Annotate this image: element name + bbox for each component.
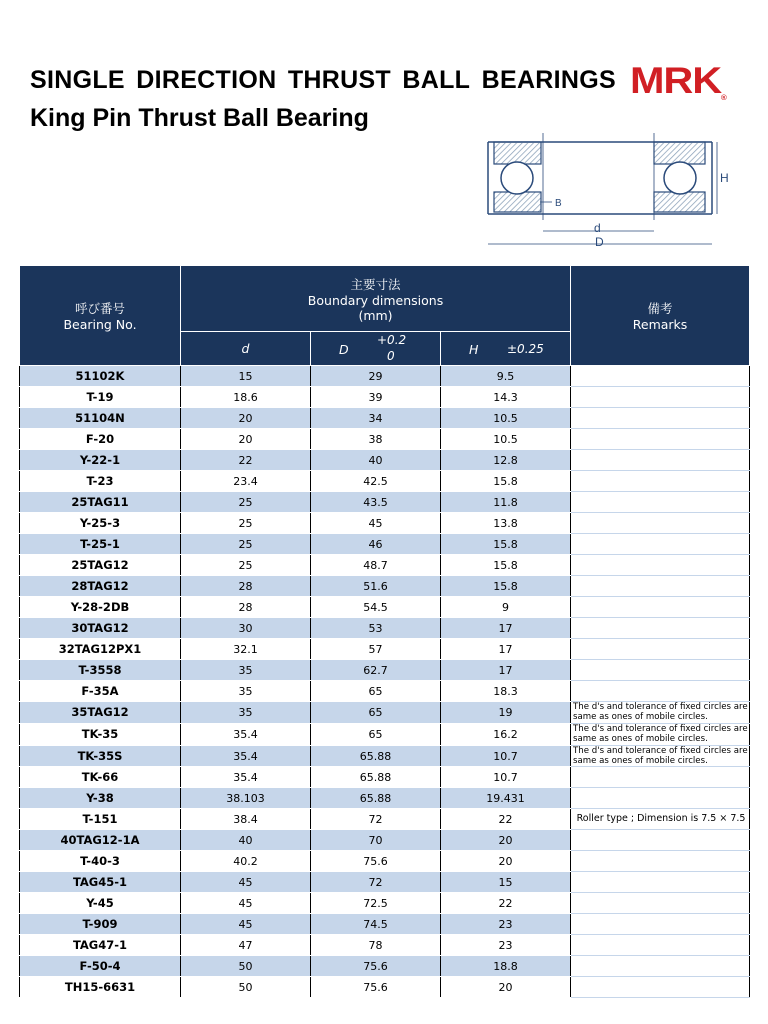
table-row <box>20 576 750 597</box>
bearing-no-cell: T-3558 <box>20 660 181 681</box>
col-D-tol-upper: +0.2 <box>377 333 407 347</box>
outer-d-cell: 48.7 <box>311 555 441 576</box>
remarks-cell <box>571 597 750 618</box>
d-cell: 35.4 <box>181 767 311 788</box>
d-cell: 45 <box>181 872 311 893</box>
bearing-no-cell: 25TAG11 <box>20 492 181 513</box>
h-cell: 20 <box>441 977 571 998</box>
remarks-cell <box>571 450 750 471</box>
table-row <box>20 767 750 788</box>
h-cell: 17 <box>441 618 571 639</box>
remarks-cell: The d's and tolerance of fixed circles are same as ones of mobile circles. <box>571 723 750 745</box>
remarks-cell <box>571 851 750 872</box>
table-row <box>20 809 750 830</box>
table-header <box>20 266 750 366</box>
d-cell: 35.4 <box>181 745 311 767</box>
bearing-no-cell: TH15-6631 <box>20 977 181 998</box>
remarks-cell <box>571 387 750 408</box>
bearing-no-cell: 25TAG12 <box>20 555 181 576</box>
table-row <box>20 745 750 767</box>
d-cell: 45 <box>181 914 311 935</box>
h-cell: 22 <box>441 893 571 914</box>
boundary-en: Boundary dimensions <box>307 292 444 308</box>
label-d-inner: d <box>594 221 601 235</box>
bearing-no-cell: T-151 <box>20 809 181 830</box>
d-cell: 35 <box>181 681 311 702</box>
table-body <box>20 366 750 998</box>
outer-d-cell: 78 <box>311 935 441 956</box>
outer-d-cell: 70 <box>311 830 441 851</box>
h-cell: 17 <box>441 660 571 681</box>
bearing-no-cell: T-25-1 <box>20 534 181 555</box>
h-cell: 10.7 <box>441 767 571 788</box>
h-cell: 10.7 <box>441 745 571 767</box>
remarks-header <box>571 266 750 366</box>
table-row <box>20 387 750 408</box>
d-cell: 18.6 <box>181 387 311 408</box>
outer-d-cell: 72.5 <box>311 893 441 914</box>
table-row <box>20 471 750 492</box>
remarks-cell <box>571 893 750 914</box>
remarks-cell <box>571 872 750 893</box>
bearing-no-cell: TK-66 <box>20 767 181 788</box>
remarks-cell <box>571 534 750 555</box>
label-d-outer: D <box>595 235 604 249</box>
d-cell: 25 <box>181 513 311 534</box>
d-cell: 28 <box>181 576 311 597</box>
registered-mark: ® <box>721 95 727 102</box>
bearing-no-cell: T-40-3 <box>20 851 181 872</box>
outer-d-cell: 62.7 <box>311 660 441 681</box>
table-row <box>20 534 750 555</box>
col-d-label: d <box>241 341 250 356</box>
table-row <box>20 956 750 977</box>
d-cell: 40 <box>181 830 311 851</box>
bearing-no-cell: 28TAG12 <box>20 576 181 597</box>
boundary-jp: 主要寸法 <box>350 276 401 292</box>
d-cell: 20 <box>181 408 311 429</box>
outer-d-cell: 54.5 <box>311 597 441 618</box>
outer-d-cell: 75.6 <box>311 956 441 977</box>
h-cell: 19.431 <box>441 788 571 809</box>
remarks-cell <box>571 366 750 387</box>
h-cell: 16.2 <box>441 723 571 745</box>
boundary-unit: (mm) <box>358 307 393 323</box>
title-word: DIRECTION <box>136 66 277 94</box>
d-cell: 30 <box>181 618 311 639</box>
remarks-cell <box>571 935 750 956</box>
remarks-cell <box>571 914 750 935</box>
outer-d-cell: 72 <box>311 872 441 893</box>
h-cell: 15.8 <box>441 576 571 597</box>
outer-d-cell: 45 <box>311 513 441 534</box>
d-cell: 38.103 <box>181 788 311 809</box>
outer-d-cell: 75.6 <box>311 851 441 872</box>
bearing-no-cell: F-20 <box>20 429 181 450</box>
d-cell: 47 <box>181 935 311 956</box>
remarks-cell <box>571 492 750 513</box>
d-cell: 32.1 <box>181 639 311 660</box>
outer-d-cell: 74.5 <box>311 914 441 935</box>
remarks-cell <box>571 618 750 639</box>
col-H-header <box>441 332 571 366</box>
remarks-cell <box>571 471 750 492</box>
h-cell: 18.8 <box>441 956 571 977</box>
table-row <box>20 366 750 387</box>
title-word: BEARINGS <box>481 66 616 94</box>
bearing-cross-section-diagram <box>480 128 740 254</box>
bearing-no-cell: Y-22-1 <box>20 450 181 471</box>
bearing-no-cell: 30TAG12 <box>20 618 181 639</box>
outer-d-cell: 72 <box>311 809 441 830</box>
h-cell: 23 <box>441 914 571 935</box>
bearing-no-cell: TAG45-1 <box>20 872 181 893</box>
title-word: BALL <box>402 66 471 94</box>
bearing-no-cell: Y-45 <box>20 893 181 914</box>
d-cell: 35 <box>181 702 311 724</box>
bearing-no-cell: 51102K <box>20 366 181 387</box>
d-cell: 35 <box>181 660 311 681</box>
bearing-no-cell: F-35A <box>20 681 181 702</box>
h-cell: 15.8 <box>441 555 571 576</box>
d-cell: 35.4 <box>181 723 311 745</box>
remarks-cell <box>571 639 750 660</box>
h-cell: 12.8 <box>441 450 571 471</box>
h-cell: 9 <box>441 597 571 618</box>
table-row <box>20 788 750 809</box>
col-D-tol-lower: 0 <box>387 349 395 363</box>
h-cell: 10.5 <box>441 408 571 429</box>
label-h: H <box>720 171 729 185</box>
outer-d-cell: 39 <box>311 387 441 408</box>
bearing-no-header <box>20 266 181 366</box>
remarks-en: Remarks <box>632 317 688 332</box>
outer-d-cell: 42.5 <box>311 471 441 492</box>
d-cell: 20 <box>181 429 311 450</box>
remarks-cell <box>571 429 750 450</box>
bearing-no-cell: Y-38 <box>20 788 181 809</box>
table-row <box>20 555 750 576</box>
outer-d-cell: 40 <box>311 450 441 471</box>
boundary-dimensions-header <box>181 266 571 332</box>
page-subtitle: King Pin Thrust Ball Bearing <box>30 104 369 132</box>
d-cell: 25 <box>181 555 311 576</box>
remarks-jp: 備考 <box>647 301 673 316</box>
table-row <box>20 618 750 639</box>
bearing-no-cell: TK-35 <box>20 723 181 745</box>
outer-d-cell: 65.88 <box>311 788 441 809</box>
h-cell: 17 <box>441 639 571 660</box>
logo-text: MRK <box>630 60 722 101</box>
h-cell: 11.8 <box>441 492 571 513</box>
table-row <box>20 977 750 998</box>
remarks-cell <box>571 788 750 809</box>
h-cell: 9.5 <box>441 366 571 387</box>
bearing-no-cell: Y-28-2DB <box>20 597 181 618</box>
bearing-no-cell: T-23 <box>20 471 181 492</box>
bearing-no-cell: 40TAG12-1A <box>20 830 181 851</box>
outer-d-cell: 57 <box>311 639 441 660</box>
table-row <box>20 935 750 956</box>
table-row <box>20 702 750 724</box>
d-cell: 15 <box>181 366 311 387</box>
d-cell: 45 <box>181 893 311 914</box>
bearing-no-cell: TK-35S <box>20 745 181 767</box>
outer-d-cell: 38 <box>311 429 441 450</box>
outer-d-cell: 65.88 <box>311 767 441 788</box>
title-word: THRUST <box>287 66 392 94</box>
remarks-cell <box>571 660 750 681</box>
d-cell: 50 <box>181 977 311 998</box>
h-cell: 15.8 <box>441 471 571 492</box>
table-row <box>20 681 750 702</box>
outer-d-cell: 65 <box>311 702 441 724</box>
h-cell: 15.8 <box>441 534 571 555</box>
table-row <box>20 450 750 471</box>
remarks-cell <box>571 555 750 576</box>
d-cell: 23.4 <box>181 471 311 492</box>
bearing-no-cell: T-909 <box>20 914 181 935</box>
h-cell: 15 <box>441 872 571 893</box>
remarks-cell <box>571 513 750 534</box>
h-cell: 19 <box>441 702 571 724</box>
outer-d-cell: 75.6 <box>311 977 441 998</box>
outer-d-cell: 46 <box>311 534 441 555</box>
outer-d-cell: 53 <box>311 618 441 639</box>
table-row <box>20 830 750 851</box>
h-cell: 13.8 <box>441 513 571 534</box>
outer-d-cell: 43.5 <box>311 492 441 513</box>
table-row <box>20 597 750 618</box>
remarks-cell <box>571 767 750 788</box>
bearing-no-jp: 呼び番号 <box>74 301 125 316</box>
bearing-no-cell: TAG47-1 <box>20 935 181 956</box>
h-cell: 10.5 <box>441 429 571 450</box>
col-H-tol: ±0.25 <box>507 342 544 356</box>
outer-d-cell: 65 <box>311 681 441 702</box>
remarks-cell <box>571 576 750 597</box>
table-row <box>20 872 750 893</box>
d-cell: 25 <box>181 492 311 513</box>
col-H-label: H <box>469 342 479 357</box>
remarks-cell: The d's and tolerance of fixed circles are same as ones of mobile circles. <box>571 702 750 724</box>
table-row <box>20 851 750 872</box>
table-row <box>20 723 750 745</box>
outer-d-cell: 65 <box>311 723 441 745</box>
remarks-cell <box>571 977 750 998</box>
bearing-no-cell: T-19 <box>20 387 181 408</box>
h-cell: 22 <box>441 809 571 830</box>
col-D-header <box>311 332 441 366</box>
table-row <box>20 660 750 681</box>
h-cell: 20 <box>441 830 571 851</box>
bearing-no-en: Bearing No. <box>63 317 137 332</box>
outer-d-cell: 34 <box>311 408 441 429</box>
d-cell: 50 <box>181 956 311 977</box>
bearing-no-cell: 35TAG12 <box>20 702 181 724</box>
remarks-cell: Roller type ; Dimension is 7.5 × 7.5 <box>571 809 750 830</box>
table-row <box>20 408 750 429</box>
d-cell: 28 <box>181 597 311 618</box>
table-row <box>20 429 750 450</box>
bearing-no-cell: Y-25-3 <box>20 513 181 534</box>
d-cell: 25 <box>181 534 311 555</box>
bearing-no-cell: F-50-4 <box>20 956 181 977</box>
table-row <box>20 492 750 513</box>
table-row <box>20 513 750 534</box>
remarks-cell <box>571 830 750 851</box>
table-row <box>20 893 750 914</box>
remarks-cell <box>571 681 750 702</box>
h-cell: 14.3 <box>441 387 571 408</box>
remarks-cell <box>571 956 750 977</box>
col-d-header <box>181 332 311 366</box>
bearing-table <box>19 265 750 998</box>
outer-d-cell: 65.88 <box>311 745 441 767</box>
bearing-no-cell: 32TAG12PX1 <box>20 639 181 660</box>
h-cell: 18.3 <box>441 681 571 702</box>
outer-d-cell: 29 <box>311 366 441 387</box>
h-cell: 20 <box>441 851 571 872</box>
page-title <box>30 66 616 95</box>
remarks-cell <box>571 408 750 429</box>
label-b: B <box>555 198 562 209</box>
h-cell: 23 <box>441 935 571 956</box>
mrk-logo <box>630 60 727 102</box>
remarks-cell: The d's and tolerance of fixed circles are same as ones of mobile circles. <box>571 745 750 767</box>
title-word: SINGLE <box>30 66 125 94</box>
col-D-label: D <box>339 342 349 357</box>
d-cell: 40.2 <box>181 851 311 872</box>
bearing-no-cell: 51104N <box>20 408 181 429</box>
d-cell: 22 <box>181 450 311 471</box>
d-cell: 38.4 <box>181 809 311 830</box>
outer-d-cell: 51.6 <box>311 576 441 597</box>
table-row <box>20 914 750 935</box>
table-row <box>20 639 750 660</box>
